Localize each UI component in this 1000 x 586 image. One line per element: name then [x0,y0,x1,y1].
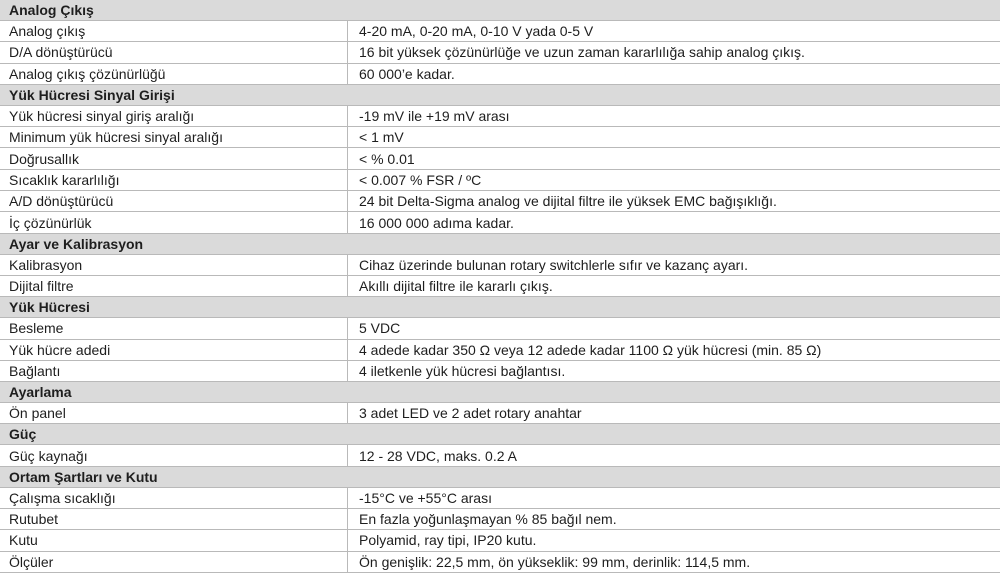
row-label: Sıcaklık kararlılığı [9,171,120,188]
row-label: A/D dönüştürücü [9,193,114,210]
row-value: Ön genişlik: 22,5 mm, ön yükseklik: 99 mm, derinlik: 114,5 mm. [347,552,1000,572]
section-title: Ayar ve Kalibrasyon [9,235,144,252]
row-value: -15°C ve +55°C arası [347,488,1000,508]
row-value: Polyamid, ray tipi, IP20 kutu. [347,530,1000,550]
table-row [0,127,1000,148]
row-value: 16 bit yüksek çözünürlüğe ve uzun zaman kararlılığa sahip analog çıkış. [347,42,1000,62]
table-row [0,552,1000,573]
section-title: Ayarlama [9,384,72,401]
row-label: Güç kaynağı [9,447,88,464]
row-value: < 1 mV [347,127,1000,147]
row-value: 24 bit Delta-Sigma analog ve dijital filtre ile yüksek EMC bağışıklığı. [347,191,1000,211]
row-value: Akıllı dijital filtre ile kararlı çıkış. [347,276,1000,296]
table-row [0,509,1000,530]
table-row [0,191,1000,212]
section-header [0,467,1000,488]
row-label: Kutu [9,532,38,549]
row-label: Ön panel [9,405,66,422]
row-value: 12 - 28 VDC, maks. 0.2 A [347,445,1000,465]
row-value: 5 VDC [347,318,1000,338]
table-row [0,276,1000,297]
table-row [0,340,1000,361]
section-title: Yük Hücresi [9,299,90,316]
row-value: 4 iletkenle yük hücresi bağlantısı. [347,361,1000,381]
row-label: İç çözünürlük [9,214,92,231]
row-label: Çalışma sıcaklığı [9,489,116,506]
table-row [0,445,1000,466]
table-row [0,488,1000,509]
row-value: < 0.007 % FSR / ºC [347,170,1000,190]
row-value: 4 adede kadar 350 Ω veya 12 adede kadar 1100 Ω yük hücresi (min. 85 Ω) [347,340,1000,360]
table-row [0,361,1000,382]
row-label: D/A dönüştürücü [9,44,113,61]
table-row [0,212,1000,233]
row-label: Besleme [9,320,64,337]
section-title: Güç [9,426,37,443]
row-value: < % 0.01 [347,148,1000,168]
table-row [0,148,1000,169]
table-row [0,170,1000,191]
section-header [0,0,1000,21]
section-header [0,234,1000,255]
row-label: Yük hücresi sinyal giriş aralığı [9,108,195,125]
table-row [0,64,1000,85]
row-label: Rutubet [9,511,59,528]
row-label: Yük hücre adedi [9,341,111,358]
row-label: Analog çıkış [9,23,86,40]
row-label: Bağlantı [9,363,61,379]
table-row [0,106,1000,127]
table-row [0,318,1000,339]
row-label: Doğrusallık [9,150,80,167]
section-title: Yük Hücresi Sinyal Girişi [9,86,175,103]
table-row [0,403,1000,424]
row-value: 60 000’e kadar. [347,64,1000,84]
row-value: 16 000 000 adıma kadar. [347,212,1000,232]
section-header [0,85,1000,106]
row-label: Minimum yük hücresi sinyal aralığı [9,129,223,146]
section-header [0,297,1000,318]
row-value: En fazla yoğunlaşmayan % 85 bağıl nem. [347,509,1000,529]
row-value: -19 mV ile +19 mV arası [347,106,1000,126]
section-header [0,424,1000,445]
row-label: Dijital filtre [9,278,74,295]
table-row [0,42,1000,63]
table-row [0,530,1000,551]
table-row [0,255,1000,276]
row-value: Cihaz üzerinde bulunan rotary switchlerle sıfır ve kazanç ayarı. [347,255,1000,275]
table-row [0,21,1000,42]
section-header [0,382,1000,403]
section-title: Ortam Şartları ve Kutu [9,468,158,485]
section-title: Analog Çıkış [9,2,94,18]
row-label: Ölçüler [9,553,54,570]
row-value: 3 adet LED ve 2 adet rotary anahtar [347,403,1000,423]
row-label: Analog çıkış çözünürlüğü [9,65,166,82]
row-value: 4-20 mA, 0-20 mA, 0-10 V yada 0-5 V [347,21,1000,41]
row-label: Kalibrasyon [9,256,83,273]
